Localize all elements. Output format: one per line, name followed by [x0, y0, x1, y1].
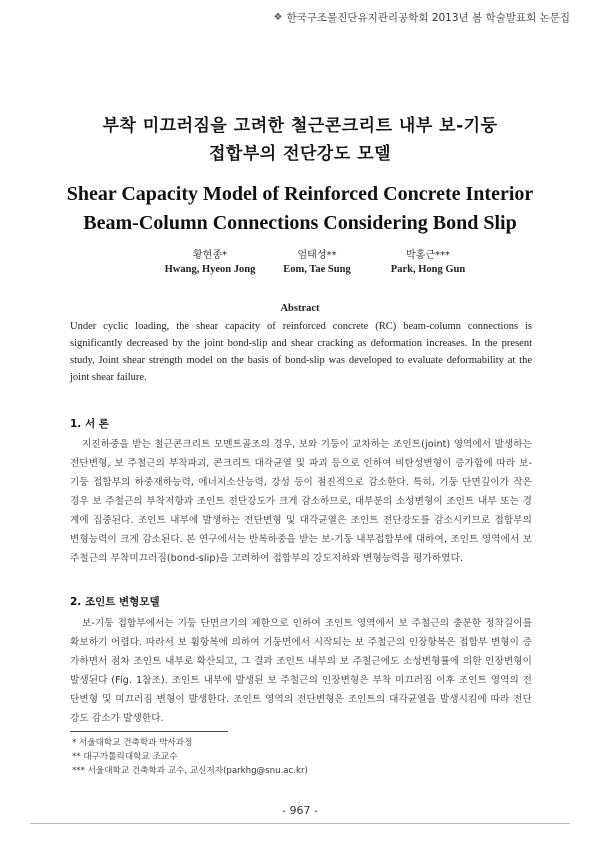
author-3-english-name: Park, Hong Gun: [390, 264, 466, 275]
bottom-divider: [30, 823, 570, 824]
author-3: [358, 246, 498, 275]
journal-header: [274, 10, 570, 25]
author-1-english-name: Hwang, Hyeon Jong: [164, 264, 256, 275]
korean-title-line-2: 접합부의 전단강도 모델: [208, 144, 392, 164]
author-2-korean-name: 엄태성**: [297, 250, 337, 261]
english-title-line-2: Beam-Column Connections Considering Bond Slip: [83, 212, 517, 234]
footnote-3: *** 서울대학교 건축학과 교수, 교신저자(parkhg@snu.ac.kr): [72, 766, 308, 776]
footnote-2: ** 대구가톨릭대학교 조교수: [72, 752, 178, 762]
english-title-line-1: Shear Capacity Model of Reinforced Concrete Interior: [66, 183, 534, 205]
section-2-body: 보-기둥 접합부에서는 기둥 단면크기의 제한으로 인하여 조인트 영역에서 보 주철근의 충분한 정착길이를 확보하기 어렵다. 따라서 보 휨항복에 의하여 기둥면에서 시작되는 보 주철근의 인장항복은 접합부 변형이 증가하면서 점차 조인트 내부로 확산되고, 그 결과 조인트 내부의 보 주철근에도 소성변형률에 의한 인장변형이 발생된다 (Fig. 1참조). 조인트 내부에 발생된 보 주철근의 인장변형은 부착 미끄러짐 이후 조인트 영역의 전단변형 및 미끄러짐 변형이 발생한다. 조인트 영역의 전단변형은 조인트의 대각균열을 발생시킴에 따라 전단강도 감소가 발생한다.: [70, 618, 532, 724]
footnote-divider: [70, 731, 228, 732]
abstract-text: Under cyclic loading, the shear capacity of reinforced concrete (RC) beam-column connections is significantly decreased by the joint bond-slip and shear cracking as deformation increases. In the present study, Joint shear strength model on the basis of bond-slip was developed to evaluate deformability at the joint shear failure.: [70, 321, 532, 383]
korean-title-line-1: 부착 미끄러짐을 고려한 철근콘크리트 내부 보-기둥: [102, 116, 498, 136]
abstract-heading: Abstract: [280, 303, 320, 314]
author-1-korean-name: 황현종*: [193, 250, 227, 261]
korean-title: [0, 112, 600, 168]
section-1-body: 지진하중을 받는 철근콘크리트 모멘트골조의 경우, 보와 기둥이 교차하는 조인트(joint) 영역에서 발생하는 전단변형, 보 주철근의 부착파괴, 콘크리트 대각균열 및 파괴 등으로 인하여 비탄성변형이 증가함에 따라 보-기둥 접합부의 하중재하능력, 에너지소산능력, 강성 등이 점진적으로 감소한다. 특히, 기둥 단면깊이가 작은 경우 보 주철근의 부착저항과 조인트 전단강도가 크게 감소하므로, 대부분의 소성변형이 조인트 내부 또는 경계에 집중된다. 조인트 내부에 발생하는 전단변형 및 대각균열은 조인트 전단강도를 감소시키므로 접합부의 변형능력이 크게 감소된다. 본 연구에서는 반복하중을 받는 보-기둥 내부접합부에 대하여, 조인트 영역에서 보 주철근의 부착미끄러짐(bond-slip)을 고려하여 접합부의 강도저하와 변형능력을 평가하였다.: [70, 439, 532, 564]
section-1-heading: 1. 서 론: [70, 418, 109, 430]
journal-name: 한국구조물진단유지관리공학회 2013년 봄 학술발표회 논문집: [286, 12, 570, 24]
author-3-korean-name: 박홍근***: [406, 250, 450, 261]
footnotes: [72, 736, 308, 778]
english-title: [0, 180, 600, 238]
page-number: - 967 -: [282, 804, 318, 817]
section-2-heading: 2. 조인트 변형모델: [70, 596, 160, 608]
sparkle-icon: ❖: [273, 12, 283, 23]
author-2-english-name: Eom, Tae Sung: [283, 264, 351, 275]
footnote-1: * 서울대학교 건축학과 박사과정: [72, 738, 193, 748]
